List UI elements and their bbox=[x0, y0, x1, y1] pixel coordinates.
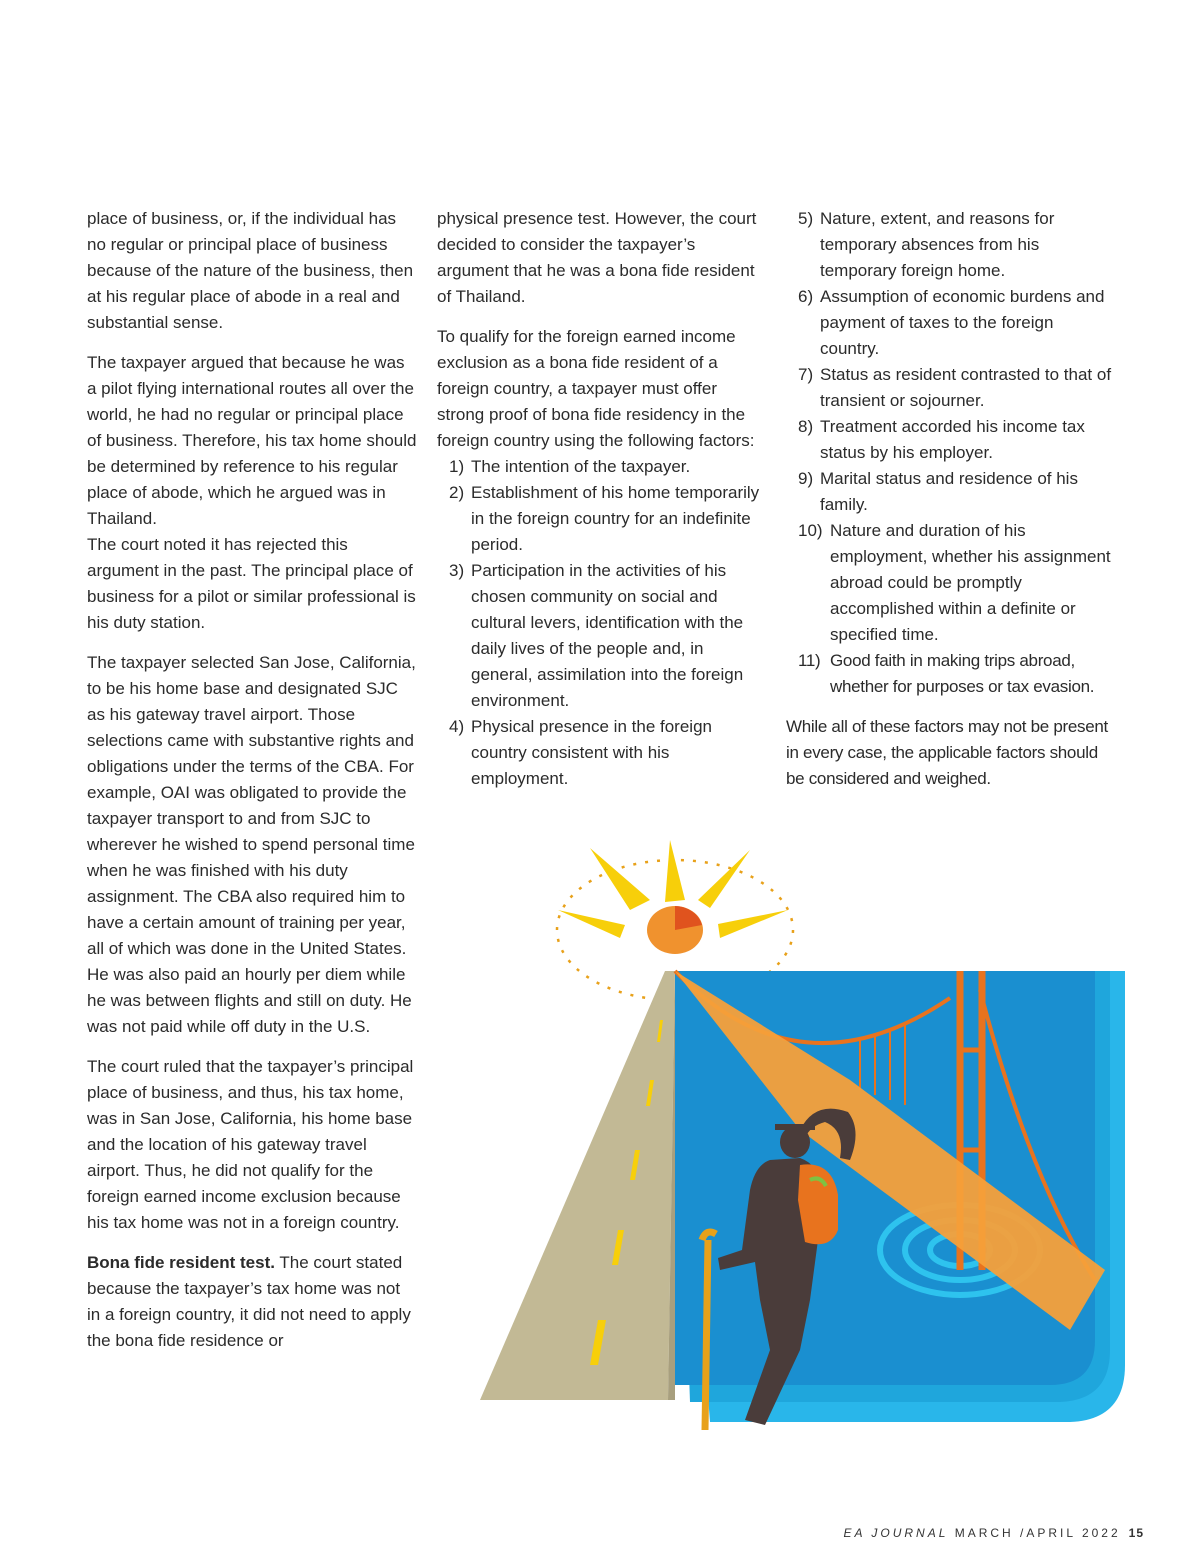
list-number: 5) bbox=[798, 209, 814, 228]
list-number: 4) bbox=[449, 717, 465, 736]
issue-date: MARCH /APRIL 2022 bbox=[948, 1526, 1121, 1540]
list-number: 3) bbox=[449, 561, 465, 580]
list-number: 11) bbox=[798, 651, 821, 670]
road bbox=[480, 971, 675, 1400]
paragraph: The taxpayer selected San Jose, California, to be his home base and designated SJC as his gateway travel airport. Those selections came with substantive rights and obligations under the terms of the CBA. For example, OAI was obligated to provide the taxpayer transport to and from SJC to wherever he wished to spend personal time when he was finished with his duty assignment. The CBA also required him to have a certain amount of training per year, all of which was done in the United States. He was also paid an hourly per diem while he was between flights and still on duty. He was not paid while off duty in the U.S. bbox=[87, 653, 416, 1036]
list-item bbox=[786, 206, 1116, 284]
paragraph-part: The court stated because the taxpayer’s tax home was not in a foreign country, it did not need to apply the bona fide residence or bbox=[87, 1253, 411, 1350]
paragraph: The court ruled that the taxpayer’s principal place of business, and thus, his tax home, was in San Jose, California, his home base and the location of his gateway travel airport. Thus, he did not qualify for the foreign earned income exclusion because his tax home was not in a foreign country. bbox=[87, 1057, 414, 1232]
list-item bbox=[786, 648, 1116, 700]
list-number: 8) bbox=[798, 417, 814, 436]
factor-list bbox=[437, 454, 767, 792]
list-item bbox=[786, 414, 1116, 466]
list-text: Marital status and residence of his family. bbox=[820, 469, 1078, 514]
column-3 bbox=[786, 206, 1116, 806]
paragraph: place of business, or, if the individual has no regular or principal place of business because of the nature of the business, then at his regular place of abode in a real and substantial sense. bbox=[87, 209, 414, 332]
list-text: Good faith in making trips abroad, whether for purposes or tax evasion. bbox=[830, 651, 1095, 696]
list-number: 6) bbox=[798, 287, 814, 306]
paragraph-part: The taxpayer argued that because he was a pilot flying international routes all over the world, he had no regular or principal place of business. Therefore, his tax home should be determined by reference to his regular place of abode, which he argued was in Thailand. bbox=[87, 353, 417, 528]
list-item bbox=[437, 558, 767, 714]
sun-ray bbox=[590, 848, 650, 910]
walking-stick bbox=[705, 1240, 708, 1430]
list-number: 7) bbox=[798, 365, 814, 384]
paragraph bbox=[87, 350, 417, 636]
list-number: 9) bbox=[798, 469, 814, 488]
traveler-bridge-illustration bbox=[470, 830, 1130, 1430]
list-text: Status as resident contrasted to that of transient or sojourner. bbox=[820, 365, 1112, 410]
sun-ray bbox=[698, 850, 750, 908]
paragraph: While all of these factors may not be present in every case, the applicable factors should be considered and weighed. bbox=[786, 717, 1108, 788]
column-1 bbox=[87, 206, 417, 1368]
sun-ray bbox=[718, 910, 788, 938]
list-text: Assumption of economic burdens and payment of taxes to the foreign country. bbox=[820, 287, 1105, 358]
page-number: 15 bbox=[1128, 1526, 1144, 1540]
list-item bbox=[786, 466, 1116, 518]
paragraph-part: The court noted it has rejected this argument in the past. The principal place of business for a pilot or similar professional is his duty station. bbox=[87, 535, 416, 632]
list-item bbox=[437, 480, 767, 558]
list-text: Physical presence in the foreign country consistent with his employment. bbox=[471, 717, 712, 788]
factor-list bbox=[786, 206, 1116, 700]
paragraph: physical presence test. However, the court decided to consider the taxpayer’s argument that he was a bona fide resident of Thailand. bbox=[437, 209, 757, 306]
section-heading: Bona fide resident test. bbox=[87, 1253, 275, 1272]
list-number: 2) bbox=[449, 483, 465, 502]
list-item bbox=[437, 714, 767, 792]
list-number: 10) bbox=[798, 521, 823, 540]
list-item bbox=[786, 362, 1116, 414]
list-item bbox=[786, 518, 1116, 648]
list-text: Nature, extent, and reasons for temporary absences from his temporary foreign home. bbox=[820, 209, 1055, 280]
list-text: Establishment of his home temporarily in the foreign country for an indefinite period. bbox=[471, 483, 760, 554]
list-text: Participation in the activities of his chosen community on social and cultural levers, identification with the daily lives of the people and, in general, assimilation into the foreign environment. bbox=[471, 561, 744, 710]
sun-ray bbox=[665, 840, 685, 902]
paragraph bbox=[87, 1250, 417, 1354]
column-2 bbox=[437, 206, 767, 806]
list-number: 1) bbox=[449, 457, 465, 476]
page-footer bbox=[843, 1526, 1144, 1540]
sun-ray bbox=[558, 910, 625, 938]
journal-name: EA JOURNAL bbox=[843, 1526, 949, 1540]
list-item bbox=[437, 454, 767, 480]
paragraph: To qualify for the foreign earned income exclusion as a bona fide resident of a foreign country, a taxpayer must offer strong proof of bona fide residency in the foreign country using the following factors: bbox=[437, 327, 755, 450]
list-text: Nature and duration of his employment, whether his assignment abroad could be promptly accomplished within a definite or specified time. bbox=[830, 521, 1111, 644]
list-item bbox=[786, 284, 1116, 362]
list-text: The intention of the taxpayer. bbox=[471, 457, 691, 476]
list-text: Treatment accorded his income tax status by his employer. bbox=[820, 417, 1085, 462]
